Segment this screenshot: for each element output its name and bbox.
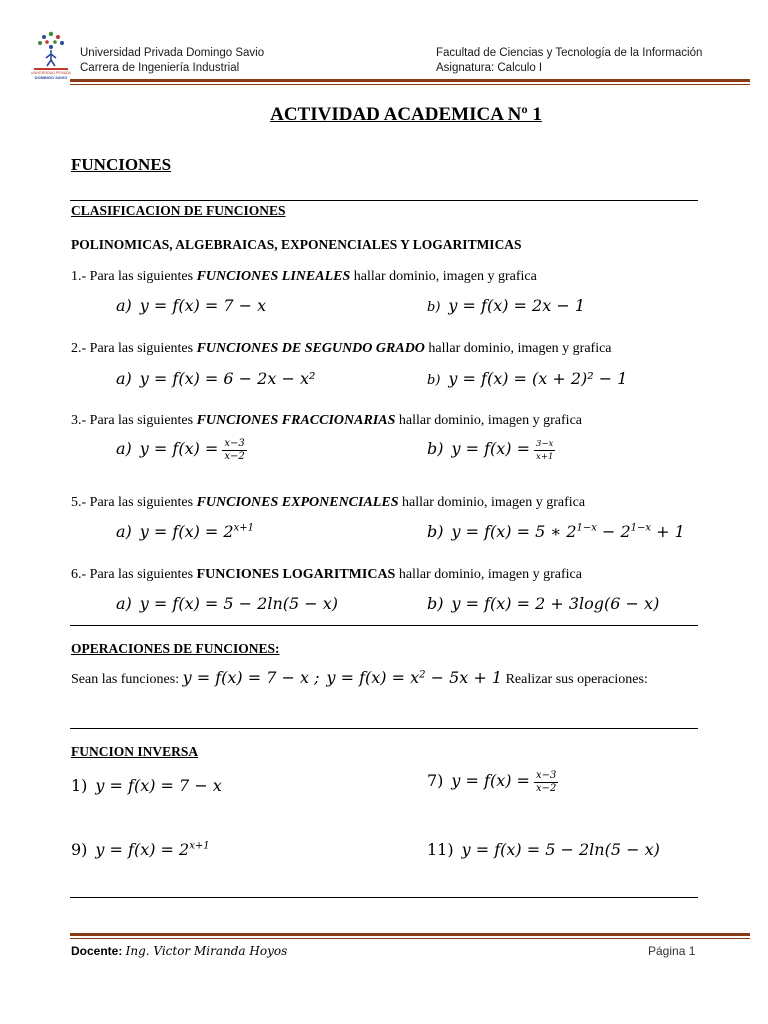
question-6-a: a) y = f(x) = 5 − 2ln(5 − x) bbox=[116, 594, 339, 613]
question-3-b: b) y = f(x) = $\frac{3-x}{x+1}$ bbox=[427, 439, 554, 462]
inversa-11: 11) y = f(x) = 5 − 2ln(5 − x) bbox=[427, 840, 660, 859]
divider bbox=[70, 200, 698, 201]
inversa-1: 1) y = f(x) = 7 − x bbox=[71, 776, 222, 795]
question-1: 1.- Para las siguientes FUNCIONES LINEALES hallar dominio, imagen y grafica bbox=[71, 269, 537, 284]
fraction: $\frac{x-3}{x-2}$ bbox=[224, 438, 245, 462]
header-career: Carrera de Ingeniería Industrial bbox=[80, 62, 240, 74]
question-3-a: a) y = f(x) = $\frac{x-3}{x-2}$ bbox=[116, 438, 245, 462]
question-5-a: a) $y = f(x) = 2^{x+1}$ bbox=[116, 522, 254, 541]
logo-text-bottom: DOMINGO SAVIO bbox=[34, 75, 68, 80]
footer-rule bbox=[70, 933, 750, 936]
question-2-b: b) y = f(x) = (x + 2)² − 1 bbox=[427, 369, 628, 388]
footer-docente: Docente: Ing. Victor Miranda Hoyos bbox=[71, 944, 288, 958]
question-6: 6.- Para las siguientes FUNCIONES LOGARITMICAS hallar dominio, imagen y grafica bbox=[71, 567, 582, 582]
question-1-b: b) y = f(x) = 2x − 1 bbox=[427, 296, 585, 315]
university-logo bbox=[30, 28, 72, 80]
section-inversa: FUNCION INVERSA bbox=[71, 744, 199, 759]
section-funciones: FUNCIONES bbox=[71, 155, 172, 174]
divider bbox=[70, 897, 698, 898]
question-3: 3.- Para las siguientes FUNCIONES FRACCIONARIAS hallar dominio, imagen y grafica bbox=[71, 413, 582, 428]
header-subject: Asignatura: Calculo I bbox=[436, 62, 543, 74]
section-tipos: POLINOMICAS, ALGEBRAICAS, EXPONENCIALES Y LOGARITMICAS bbox=[71, 237, 522, 252]
page-number: Página 1 bbox=[648, 944, 696, 958]
fraction: $\frac{3-x}{x+1}$ bbox=[536, 439, 554, 462]
fraction: $\frac{x-3}{x-2}$ bbox=[535, 770, 557, 794]
inversa-7: 7) y = f(x) = $\frac{x-3}{x-2}$ bbox=[427, 770, 557, 794]
operaciones-statement: Sean las funciones: y = f(x) = 7 − x ; $y = f(x) = x^2 - 5x + 1$ Realizar sus operaciones: bbox=[71, 668, 648, 687]
footer-rule-thin bbox=[70, 938, 750, 939]
header-rule bbox=[70, 79, 750, 82]
header-rule-thin bbox=[70, 84, 750, 85]
question-6-b: b) y = f(x) = 2 + 3log(6 − x) bbox=[427, 594, 660, 613]
question-1-a: a) y = f(x) = 7 − x bbox=[116, 296, 267, 315]
header-university: Universidad Privada Domingo Savio bbox=[80, 47, 265, 59]
section-operaciones: OPERACIONES DE FUNCIONES: bbox=[71, 641, 280, 656]
question-2: 2.- Para las siguientes FUNCIONES DE SEGUNDO GRADO hallar dominio, imagen y grafica bbox=[71, 341, 612, 356]
header-faculty: Facultad de Ciencias y Tecnología de la Información bbox=[436, 47, 703, 59]
inversa-9: 9) $y = f(x) = 2^{x+1}$ bbox=[71, 840, 210, 859]
question-5-b: b) y = f(x) = 5 ∗ $2^{1-x} - 2^{1-x} + 1$ bbox=[427, 522, 685, 541]
logo-text-top: UNIVERSIDAD PRIVADA bbox=[31, 71, 71, 75]
divider bbox=[70, 625, 698, 626]
section-clasificacion: CLASIFICACION DE FUNCIONES bbox=[71, 203, 286, 218]
page-title: ACTIVIDAD ACADEMICA Nº 1 bbox=[270, 104, 542, 125]
question-5: 5.- Para las siguientes FUNCIONES EXPONENCIALES hallar dominio, imagen y grafica bbox=[71, 495, 586, 510]
question-2-a: a) y = f(x) = 6 − 2x − x² bbox=[116, 369, 316, 388]
divider bbox=[70, 728, 698, 729]
